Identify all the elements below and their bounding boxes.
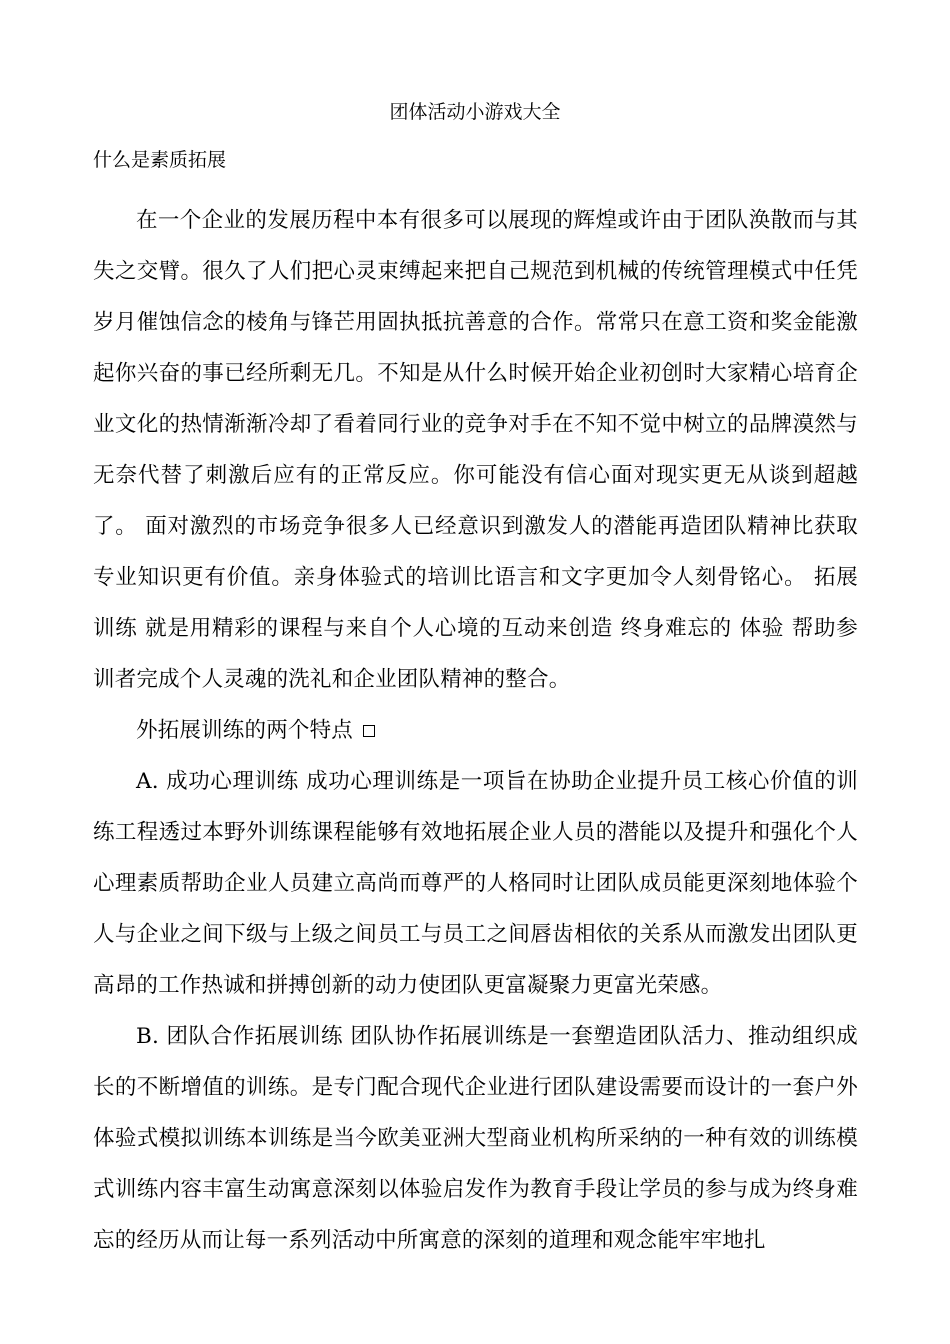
paragraph-intro: 在一个企业的发展历程中本有很多可以展现的辉煌或许由于团队涣散而与其失之交臂。很久了人们把心灵束缚起来把自己规范到机械的传统管理模式中任凭岁月催蚀信念的棱角与锋芒用固执抵抗善意的合作。常常只在意工资和奖金能激起你兴奋的事已经所剩无几。不知是从什么时候开始企业初创时大家精心培育企业文化的热情渐渐冷却了看着同行业的竞争对手在不知不觉中树立的品牌漠然与无奈代替了刺激后应有的正常反应。你可能没有信心面对现实更无从谈到超越了。 面对激烈的市场竞争很多人已经意识到激发人的潜能再造团队精神比获取专业知识更有价值。亲身体验式的培训比语言和文字更加令人刻骨铭心。 拓展训练 就是用精彩的课程与来自个人心境的互动来创造 终身难忘的 体验 帮助参训者完成个人灵魂的洗礼和企业团队精神的整合。 — [93, 208, 858, 692]
document-title: 团体活动小游戏大全 — [389, 101, 561, 123]
paragraph-feature-a: A. 成功心理训练 成功心理训练是一项旨在协助企业提升员工核心价值的训练工程透过本野外训练课程能够有效地拓展企业人员的潜能以及提升和强化个人心理素质帮助企业人员建立高尚而尊严的人格同时让团队成员能更深刻地体验个人与企业之间下级与上级之间员工与员工之间唇齿相依的关系从而激发出团队更高昂的工作热诚和拼搏创新的动力使团队更富凝聚力更富光荣感。 — [93, 769, 858, 998]
square-bullet-icon — [363, 725, 375, 737]
paragraph-feature-b: B. 团队合作拓展训练 团队协作拓展训练是一套塑造团队活力、推动组织成长的不断增值的训练。是专门配合现代企业进行团队建设需要而设计的一套户外体验式模拟训练本训练是当今欧美亚洲大型商业机构所采纳的一种有效的训练模式训练内容丰富生动寓意深刻以体验启发作为教育手段让学员的参与成为终身难忘的经历从而让每一系列活动中所寓意的深刻的道理和观念能牢牢地扎 — [93, 1024, 858, 1253]
features-heading-text: 外拓展训练的两个特点 — [136, 718, 354, 743]
document-body — [93, 195, 858, 1266]
paragraph-features-heading — [93, 705, 858, 756]
section-heading: 什么是素质拓展 — [93, 149, 227, 171]
